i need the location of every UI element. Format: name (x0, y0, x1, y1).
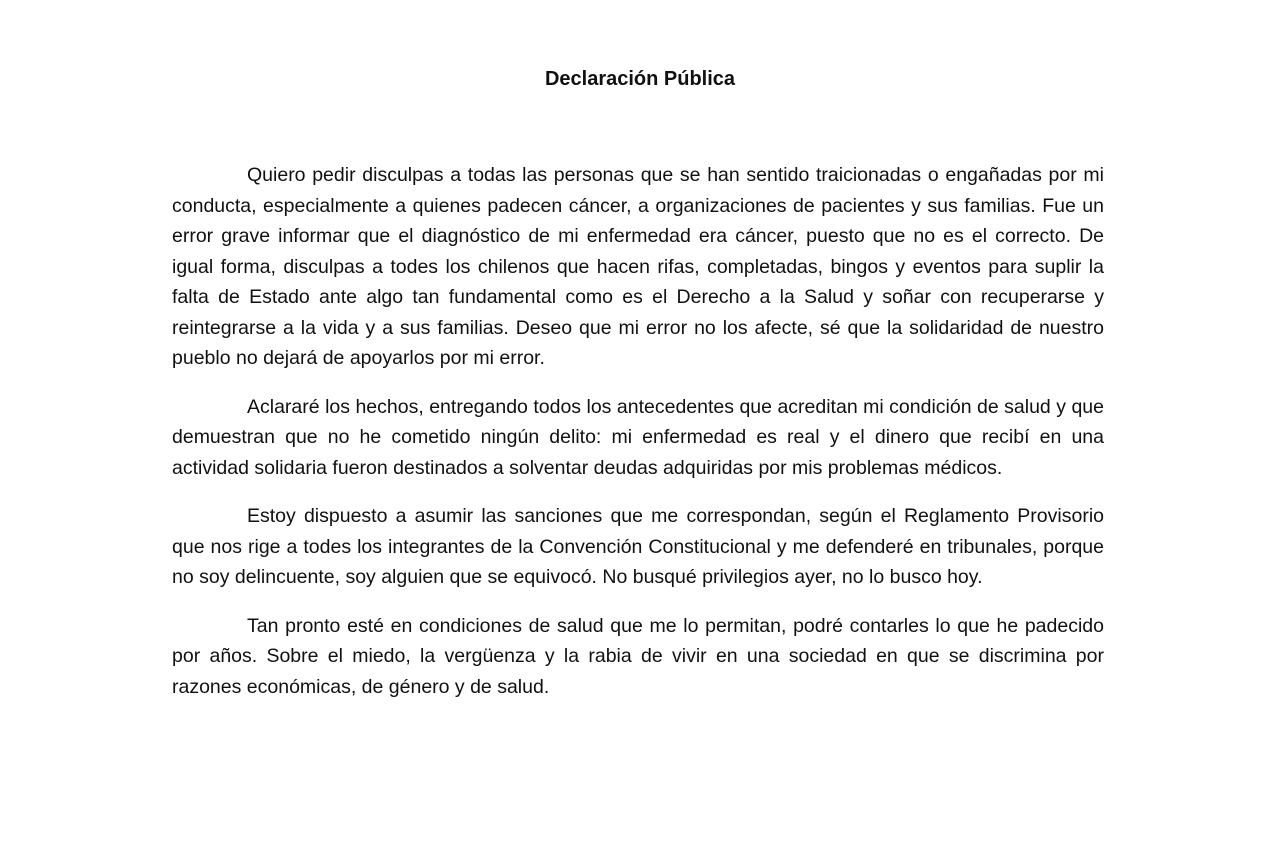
paragraph-4: Tan pronto esté en condiciones de salud que me lo permitan, podré contarles lo que he padecido por años. Sobre el miedo, la vergüenza y la rabia de vivir en una sociedad en que se discrimina por razones económicas, de género y de salud. (172, 614, 1104, 698)
paragraph-2: Aclararé los hechos, entregando todos los antecedentes que acreditan mi condición de salud y que demuestran que no he cometido ningún delito: mi enfermedad es real y el dinero que recibí en una actividad solidaria fueron destinados a solventar deudas adquiridas por mis problemas médicos. (172, 395, 1104, 479)
page-title: Declaración Pública (544, 68, 736, 90)
paragraph-3: Estoy dispuesto a asumir las sanciones que me correspondan, según el Reglamento Provisorio que nos rige a todes los integrantes de la Convención Constitucional y me defenderé en tribunales, porque no soy delincuente, soy alguien que se equivocó. No busqué privilegios ayer, no lo busco hoy. (172, 505, 1104, 588)
document-body (172, 160, 1104, 720)
paragraph-1: Quiero pedir disculpas a todas las personas que se han sentido traicionadas o engañadas por mi conducta, especialmente a quienes padecen cáncer, a organizaciones de pacientes y sus familias. Fue un error grave informar que el diagnóstico de mi enfermedad era cáncer, puesto que no es el correcto. De igual forma, disculpas a todes los chilenos que hacen rifas, completadas, bingos y eventos para suplir la falta de Estado ante algo tan fundamental como es el Derecho a la Salud y soñar con recuperarse y reintegrarse a la vida y a sus familias. Deseo que mi error no los afecte, sé que la solidaridad de nuestro pueblo no dejará de apoyarlos por mi error. (172, 164, 1104, 369)
